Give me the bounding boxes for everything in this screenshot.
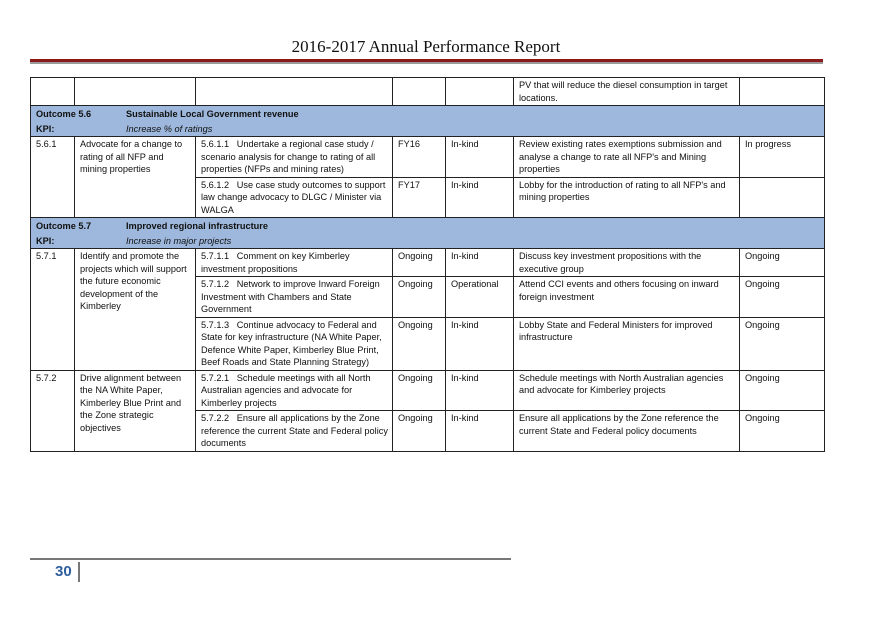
timing: Ongoing xyxy=(393,411,446,452)
resource: In-kind xyxy=(446,411,514,452)
outcome-label: Outcome 5.7 xyxy=(36,221,92,231)
resource: In-kind xyxy=(446,317,514,370)
timing: Ongoing xyxy=(393,317,446,370)
status: In progress xyxy=(740,137,825,178)
resource: In-kind xyxy=(446,249,514,277)
task-text: Use case study outcomes to support law change advocacy to DLGC / Minister via WALGA xyxy=(201,179,386,215)
status: Ongoing xyxy=(740,249,825,277)
task-cell xyxy=(196,370,393,411)
task-id: 5.7.2.1 xyxy=(201,372,230,383)
kpi-cell xyxy=(31,122,825,137)
strategy-text: Drive alignment between the NA White Paper, Kimberley Blue Print and the Zone strategic objectives xyxy=(75,370,196,451)
action: Discuss key investment propositions with the executive group xyxy=(514,249,740,277)
page-number: 30 xyxy=(55,563,72,580)
task-text: Continue advocacy to Federal and State for key infrastructure (NA White Paper, Defence White Paper, Kimberley Blue Print, Beef Roads and State Planning Strategy) xyxy=(201,319,382,367)
task-id: 5.7.1.3 xyxy=(201,319,230,330)
task-cell xyxy=(196,137,393,178)
kpi-value: Increase % of ratings xyxy=(126,123,213,134)
action: Lobby for the introduction of rating to all NFP's and mining properties xyxy=(514,177,740,218)
kpi-row xyxy=(31,234,825,249)
timing: Ongoing xyxy=(393,277,446,318)
table-row xyxy=(31,370,825,411)
timing: Ongoing xyxy=(393,370,446,411)
strategy-id: 5.7.1 xyxy=(31,249,75,371)
task-text: Comment on key Kimberley investment propositions xyxy=(201,251,350,274)
kpi-cell xyxy=(31,234,825,249)
action: Review existing rates exemptions submission and analyse a change to rate all NFP's and Mining properties xyxy=(514,137,740,178)
timing: FY17 xyxy=(393,177,446,218)
cell-task xyxy=(196,78,393,106)
task-id: 5.6.1.1 xyxy=(201,139,230,149)
task-text: Undertake a regional case study / scenario analysis for change to rating of all properties (NFPs and mining rates) xyxy=(201,139,376,174)
cell-id xyxy=(31,78,75,106)
strategy-text: Identify and promote the projects which will support the future economic development of the Kimberley xyxy=(75,249,196,371)
cell-resource xyxy=(446,78,514,106)
outcome-label: Outcome 5.6 xyxy=(36,109,92,119)
task-cell xyxy=(196,249,393,277)
outcome-header-row xyxy=(31,218,825,234)
strategy-text: Advocate for a change to rating of all NFP and mining properties xyxy=(75,137,196,218)
task-cell xyxy=(196,411,393,452)
task-id: 5.7.2.2 xyxy=(201,413,230,423)
kpi-value: Increase in major projects xyxy=(126,235,232,246)
table-row xyxy=(31,137,825,178)
outcome-header xyxy=(31,106,825,122)
status: Ongoing xyxy=(740,317,825,370)
table-row xyxy=(31,78,825,106)
outcome-header-row xyxy=(31,106,825,122)
cell-strategy xyxy=(75,78,196,106)
status: Ongoing xyxy=(740,411,825,452)
task-cell xyxy=(196,177,393,218)
timing: Ongoing xyxy=(393,249,446,277)
page-title: 2016-2017 Annual Performance Report xyxy=(291,37,561,56)
page-number-divider xyxy=(78,562,80,582)
resource: In-kind xyxy=(446,137,514,178)
cell-status xyxy=(740,78,825,106)
task-cell xyxy=(196,277,393,318)
task-id: 5.6.1.2 xyxy=(201,179,230,190)
task-text: Ensure all applications by the Zone reference the current State and Federal policy documents xyxy=(201,413,388,448)
resource: Operational xyxy=(446,277,514,318)
outcome-title: Sustainable Local Government revenue xyxy=(126,109,299,119)
action: Attend CCI events and others focusing on inward foreign investment xyxy=(514,277,740,318)
footer-rule xyxy=(30,558,511,560)
task-text: Schedule meetings with all North Australian agencies and advocate for Kimberley projects xyxy=(201,372,371,408)
table-row xyxy=(31,249,825,277)
resource: In-kind xyxy=(446,370,514,411)
kpi-row xyxy=(31,122,825,137)
action: Schedule meetings with North Australian agencies and advocate for Kimberley projects xyxy=(514,370,740,411)
status: Ongoing xyxy=(740,370,825,411)
strategy-id: 5.7.2 xyxy=(31,370,75,451)
strategy-id: 5.6.1 xyxy=(31,137,75,218)
outcome-header xyxy=(31,218,825,234)
resource: In-kind xyxy=(446,177,514,218)
kpi-label: KPI: xyxy=(36,123,55,134)
task-id: 5.7.1.2 xyxy=(201,279,230,289)
status xyxy=(740,177,825,218)
performance-table xyxy=(30,77,825,452)
action: Lobby State and Federal Ministers for improved infrastructure xyxy=(514,317,740,370)
outcome-title: Improved regional infrastructure xyxy=(126,221,268,231)
task-id: 5.7.1.1 xyxy=(201,251,230,261)
task-cell xyxy=(196,317,393,370)
cell-action: PV that will reduce the diesel consumption in target locations. xyxy=(514,78,740,106)
timing: FY16 xyxy=(393,137,446,178)
kpi-label: KPI: xyxy=(36,235,55,246)
header-rule-gray xyxy=(30,62,823,64)
status: Ongoing xyxy=(740,277,825,318)
action: Ensure all applications by the Zone reference the current State and Federal policy documents xyxy=(514,411,740,452)
task-text: Network to improve Inward Foreign Investment with Chambers and State Government xyxy=(201,279,380,314)
cell-timing xyxy=(393,78,446,106)
